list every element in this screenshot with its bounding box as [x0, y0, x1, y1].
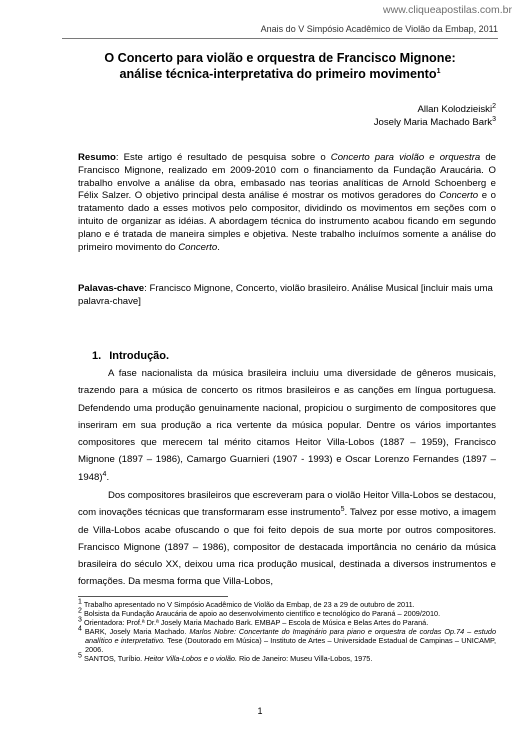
keywords — [78, 283, 496, 309]
footnote-4 — [78, 627, 496, 654]
footnote-separator — [78, 596, 228, 597]
abstract-text-2: de Francisco Mignone, realizado em 2009-2010 com o financiamento da Fundação Araucária. O trabalho envolve a análise da obra, embasado nas teorias analíticas de Arnold Schoenberg e Félix Salzer. O objetivo principal desta análise é mostrar os motivos geradores do — [78, 152, 496, 202]
footnote-1-text: Trabalho apresentado no V Simpósio Acadêmico de Violão da Embap, de 23 a 29 de outubro de 2011. — [83, 600, 415, 609]
author-2 — [374, 117, 496, 130]
footnote-3 — [78, 618, 496, 627]
footnote-5-title: Heitor Villa-Lobos e o violão. — [144, 654, 237, 663]
abstract-emphasis-1: Concerto para violão e orquestra — [330, 152, 481, 163]
author-2-footnote-ref[interactable]: 3 — [492, 115, 496, 123]
header-rule — [62, 38, 498, 39]
body-paragraph-1 — [78, 365, 496, 486]
paragraph-1-body: A fase nacionalista da música brasileira incluiu uma diversidade de gêneros musicais, trazendo para a música de concerto os ritmos brasileiros e as canções em língua portuguesa. Defendendo uma produção genuinamente nacional, propiciou o surgimento de compositores que inseriram em sua produção a rica vertente da música popular. Dentre os vários importantes compositores que merecem tal mérito citamos Heitor Villa-Lobos (1887 – 1959), Francisco Mignone (1897 – 1986), Camargo Guarnieri (1907 - 1993) e Oscar Lorenzo Fernandes (1897 – 1948) — [78, 368, 496, 483]
author-1-footnote-ref[interactable]: 2 — [492, 102, 496, 110]
paragraph-2-text — [78, 487, 496, 591]
abstract — [78, 152, 496, 254]
abstract-emphasis-3: Concerto — [178, 241, 218, 253]
author-1-name: Allan Kolodzieiski — [417, 104, 493, 115]
footnote-1-number: 1 — [78, 598, 82, 606]
footnote-2-number: 2 — [78, 607, 82, 615]
title-line-2 — [62, 66, 498, 82]
author-list — [374, 104, 496, 129]
footnote-4-post: Tese (Doutorado em Música) – Instituto de Artes – Universidade Estadual de Campinas – UNICAMP, 2006. — [85, 636, 496, 654]
paragraph-2-body-a: Dos compositores brasileiros que escreveram para o violão Heitor Villa-Lobos se destacou, com inovações técnicas que transformaram esse instrumento — [78, 490, 496, 519]
footnote-5 — [78, 654, 496, 663]
author-1 — [374, 104, 496, 117]
footnote-2 — [78, 609, 496, 618]
paper-title — [62, 50, 498, 82]
abstract-label: Resumo — [78, 152, 116, 163]
footnote-4-pre: BARK, Josely Maria Machado. — [84, 627, 190, 636]
footnote-ref-4[interactable]: 4 — [102, 470, 107, 478]
title-footnote-ref[interactable]: 1 — [436, 67, 441, 75]
footnote-ref-5[interactable]: 5 — [340, 506, 345, 514]
keywords-label: Palavas-chave — [78, 283, 145, 294]
footnote-4-number: 4 — [78, 625, 82, 633]
footnote-5-pre: SANTOS, Turíbio. — [83, 654, 145, 663]
paragraph-1-end: . — [106, 471, 110, 483]
section-number: 1. — [92, 350, 102, 362]
paragraph-1-text — [78, 365, 496, 486]
abstract-text-4: . — [217, 241, 220, 253]
footnote-5-number: 5 — [78, 652, 82, 660]
running-head: Anais do V Simpósio Acadêmico de Violão da Embap, 2011 — [260, 24, 498, 34]
footnotes — [78, 600, 496, 663]
abstract-text-1: : Este artigo é resultado de pesquisa sobre o — [115, 152, 331, 163]
page-number: 1 — [257, 706, 263, 716]
abstract-emphasis-2: Concerto — [439, 190, 479, 202]
paragraph-2-body-b: . Talvez por esse motivo, a imagem de Villa-Lobos acabe ofuscando o que foi feito depois de sua morte por outros compositores. Francisco Mignone (1897 – 1986), compositor de destacada importância no cenário da música brasileira do século XX, deixou uma rica produção musical, destinada a diversos instrumentos e formações. Da mesma forma que Villa-Lobos, — [78, 507, 496, 588]
abstract-text-3: e o tratamento dado a esses motivos pelo compositor, dividindo os movimentos em seções com o intuito de organizar as idéias. A abordagem técnica do instrumento acabou ficando em segundo plano e é tratada de maneira simples e objetiva. Neste trabalho incluímos somente a análise do primeiro movimento do — [78, 190, 496, 253]
section-heading — [92, 350, 169, 362]
author-2-name: Josely Maria Machado Bark — [373, 116, 493, 128]
footnote-3-number: 3 — [78, 616, 82, 624]
footnote-5-post: Rio de Janeiro: Museu Villa-Lobos, 1975. — [237, 654, 373, 663]
footnote-4-title: Marlos Nobre: Concertante do Imaginário para piano e orquestra de cordas Op.74 – estudo analítico e interpretativo. — [85, 627, 497, 645]
footnote-3-text: Orientadora: Prof.ª Dr.ª Josely Maria Machado Bark. EMBAP – Escola de Música e Belas Artes do Paraná. — [83, 618, 429, 627]
title-line-2-text: análise técnica-interpretativa do primeiro movimento — [119, 67, 437, 81]
keywords-text: : Francisco Mignone, Concerto, violão brasileiro. Análise Musical [incluir mais uma palavra-chave] — [78, 283, 493, 307]
footnote-1 — [78, 600, 496, 609]
footnote-2-text: Bolsista da Fundação Araucária de apoio ao desenvolvimento científico e tecnológico do Paraná – 2009/2010. — [83, 609, 441, 618]
title-line-1: O Concerto para violão e orquestra de Francisco Mignone: — [104, 51, 456, 65]
section-title: Introdução. — [109, 350, 170, 362]
body-paragraph-2 — [78, 487, 496, 591]
watermark: www.cliqueapostilas.com.br — [383, 4, 512, 16]
